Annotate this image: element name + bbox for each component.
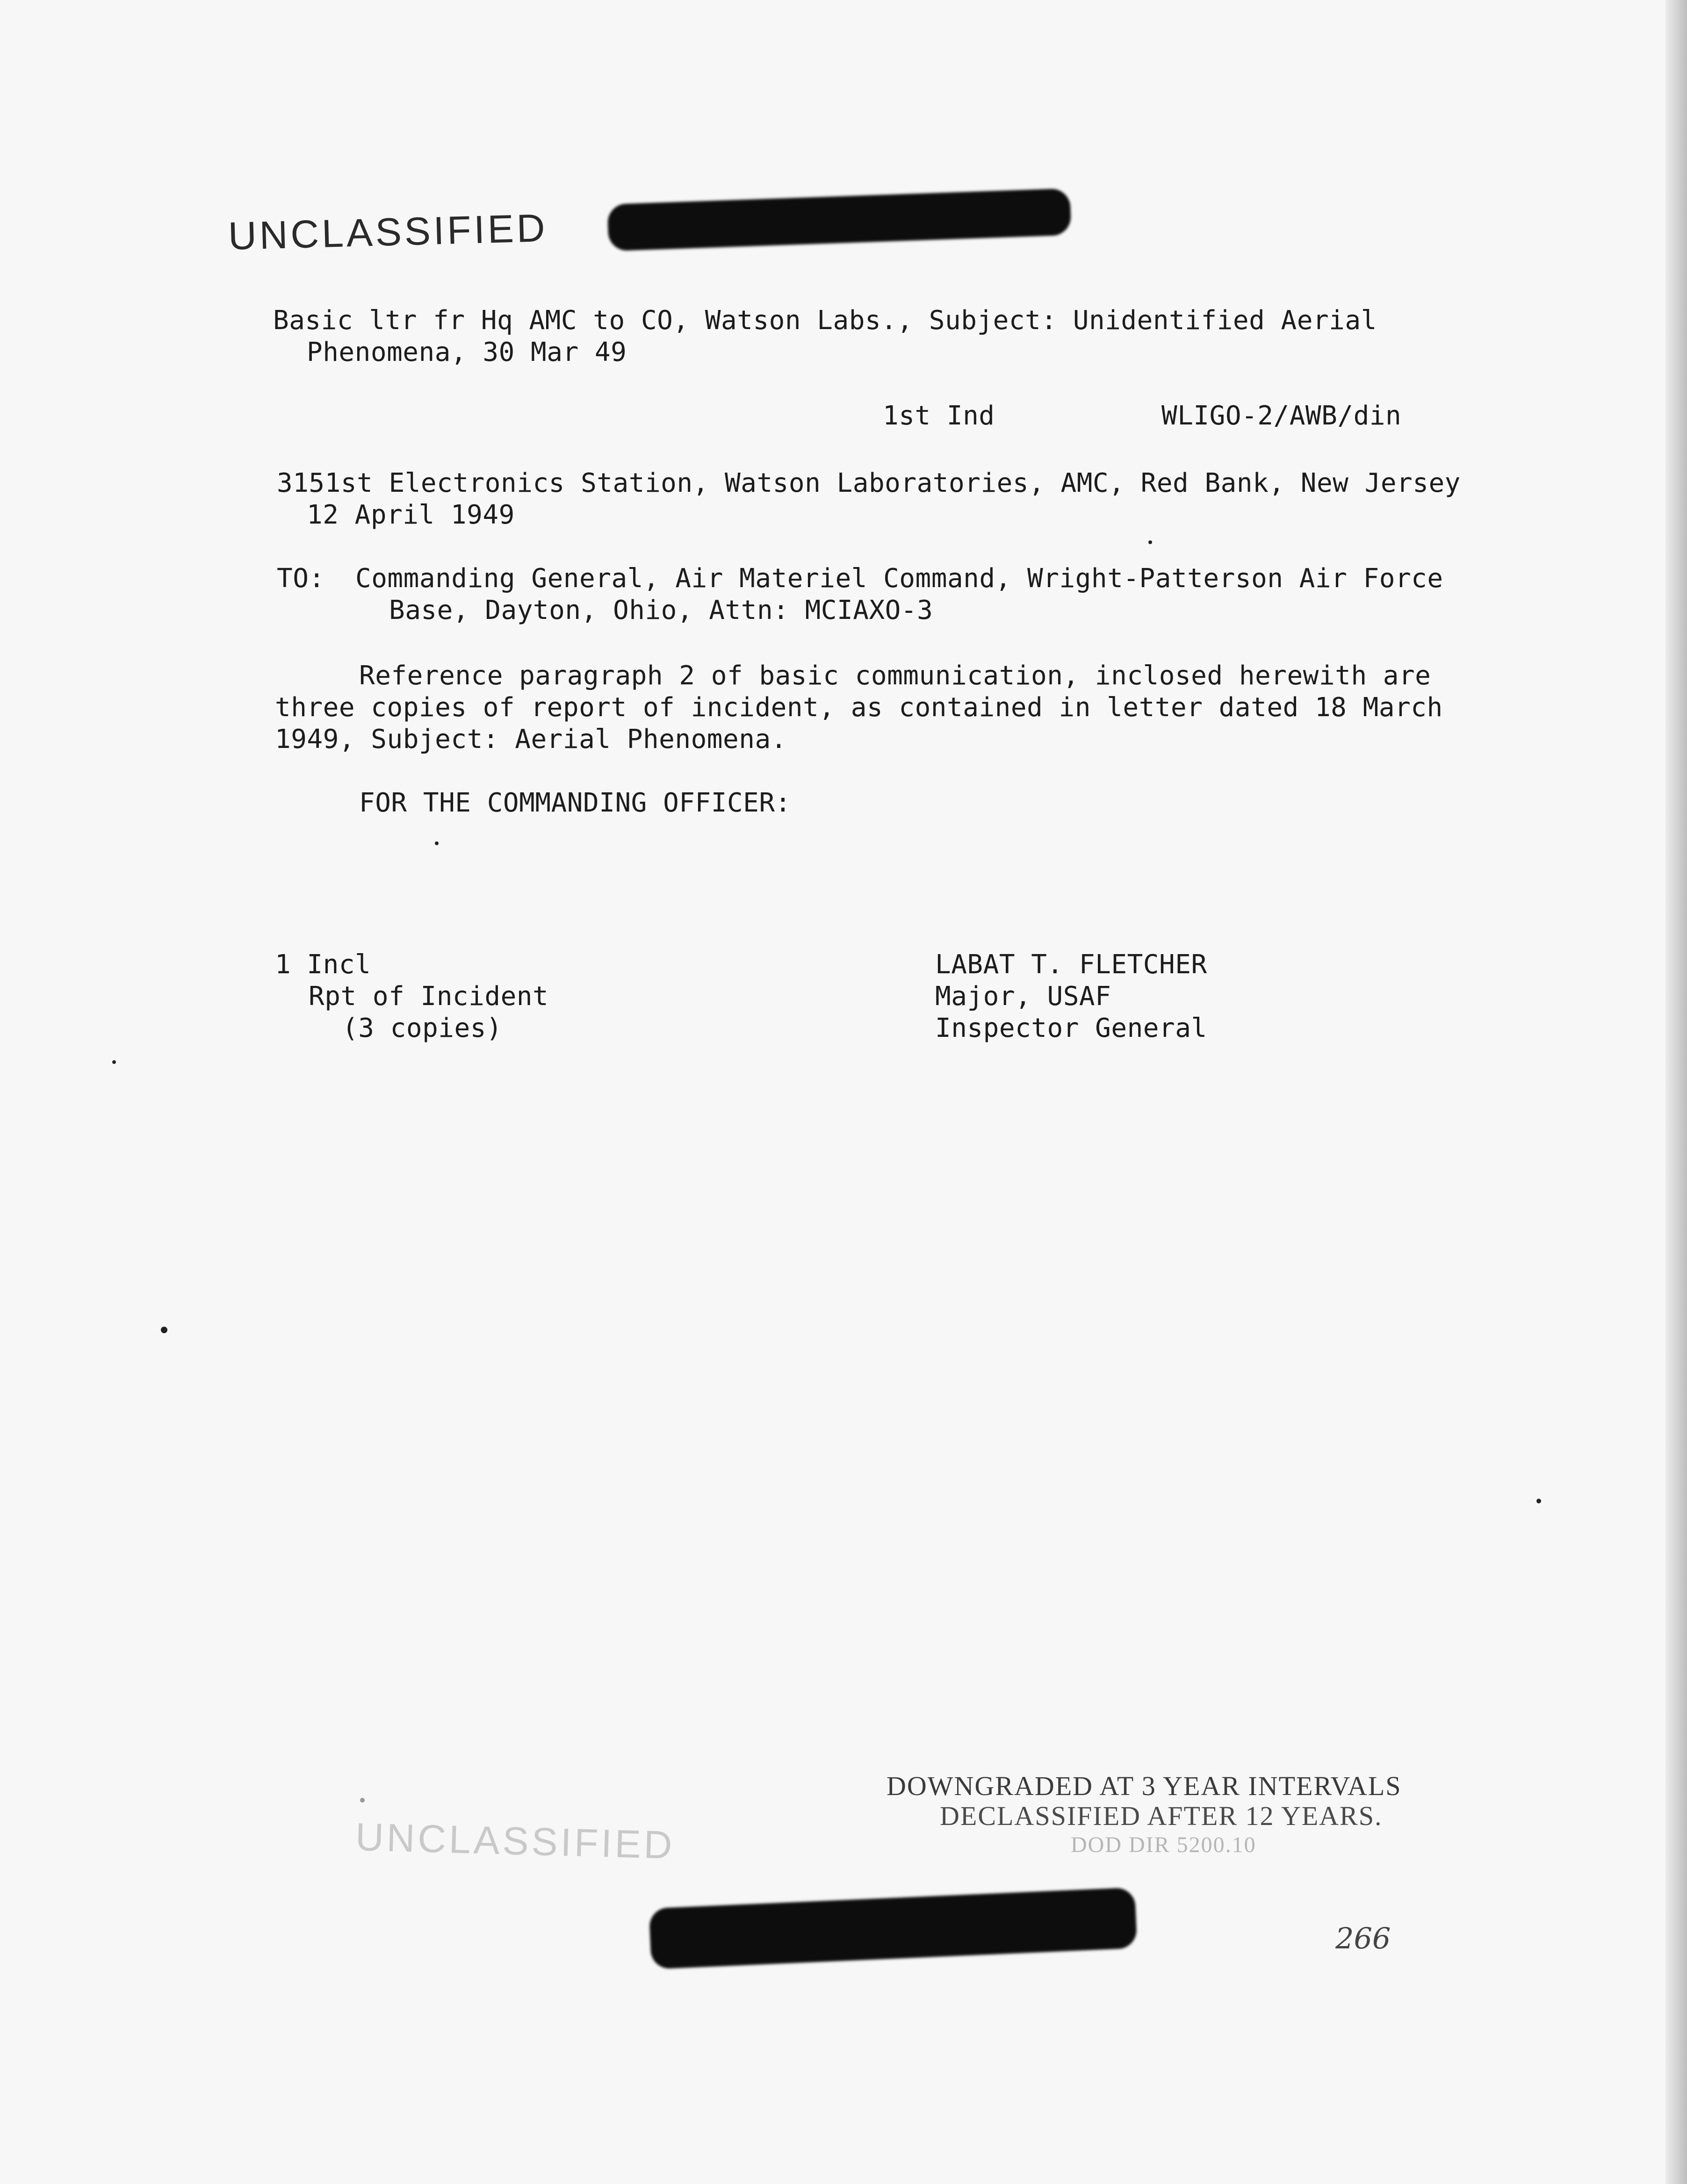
to-label: TO:: [277, 563, 325, 594]
signature-title: Inspector General: [935, 1013, 1207, 1043]
origin-date: 12 April 1949: [307, 500, 515, 530]
body-line-2: three copies of report of incident, as contained in letter dated 18 March: [275, 692, 1443, 723]
enclosure-line-3: (3 copies): [342, 1013, 503, 1043]
origin-line: 3151st Electronics Station, Watson Laboratories, AMC, Red Bank, New Jersey: [277, 468, 1461, 498]
body-line-1: Reference paragraph 2 of basic communication, inclosed herewith are: [359, 661, 1431, 691]
scan-edge-shadow: [1665, 0, 1687, 2184]
basic-letter-line-2: Phenomena, 30 Mar 49: [307, 337, 627, 367]
scan-speck: [360, 1798, 365, 1803]
scan-speck: [112, 1060, 116, 1064]
signature-name: LABAT T. FLETCHER: [935, 949, 1207, 980]
classification-stamp-top: UNCLASSIFIED: [227, 206, 548, 258]
indorsement-label: 1st Ind: [883, 401, 995, 431]
enclosure-line-1: 1 Incl: [275, 949, 371, 980]
downgrade-line-2: DECLASSIFIED AFTER 12 YEARS.: [940, 1801, 1383, 1831]
scan-speck: [1148, 540, 1152, 544]
redaction-bar-top: [607, 188, 1072, 251]
downgrade-line-1: DOWNGRADED AT 3 YEAR INTERVALS: [887, 1771, 1402, 1801]
basic-letter-line-1: Basic ltr fr Hq AMC to CO, Watson Labs., Subject: Unidentified Aerial: [273, 305, 1377, 336]
classification-stamp-bottom: UNCLASSIFIED: [354, 1815, 676, 1867]
signature-rank: Major, USAF: [935, 981, 1111, 1012]
redaction-bar-bottom: [649, 1887, 1138, 1969]
scan-speck: [435, 841, 439, 845]
to-line-2: Base, Dayton, Ohio, Attn: MCIAXO-3: [389, 595, 933, 625]
enclosure-line-2: Rpt of Incident: [309, 981, 549, 1012]
downgrade-line-3: DOD DIR 5200.10: [1071, 1832, 1256, 1857]
closing-line: FOR THE COMMANDING OFFICER:: [359, 788, 791, 818]
reference-code: WLIGO-2/AWB/din: [1161, 401, 1402, 431]
page-number: 266: [1335, 1921, 1391, 1955]
scan-speck: [1536, 1499, 1541, 1503]
scan-speck: [161, 1327, 167, 1333]
to-line-1: Commanding General, Air Materiel Command, Wright-Patterson Air Force: [355, 563, 1443, 594]
body-line-3: 1949, Subject: Aerial Phenomena.: [275, 724, 787, 754]
